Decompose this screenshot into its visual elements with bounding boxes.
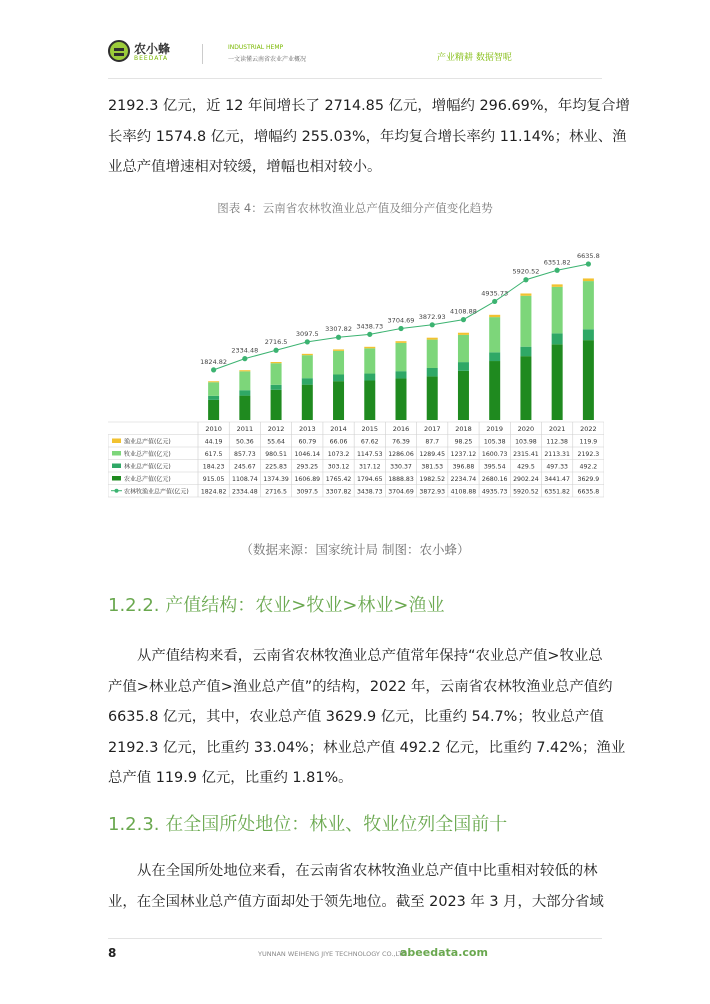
x-tick-label: 2020: [517, 425, 535, 433]
table-cell-value: 105.38: [483, 438, 506, 446]
table-cell-value: 119.9: [579, 438, 598, 446]
table-cell-value: 1147.53: [356, 451, 383, 458]
total-data-label: 3438.73: [356, 322, 384, 331]
bar-segment: [208, 382, 219, 396]
bar-segment: [458, 362, 469, 371]
table-cell-value: 303.12: [327, 463, 350, 471]
beedata-logo: [108, 38, 188, 68]
bar-segment: [396, 341, 407, 343]
bar-segment: [427, 340, 438, 368]
bar-segment: [239, 396, 250, 420]
table-cell-value: 617.5: [204, 451, 223, 458]
text-line: 产值>林业总产值>渔业总产值”的结构，2022 年，云南省农林牧渔业总产值约: [108, 678, 613, 695]
table-cell-value: 44.19: [204, 438, 223, 446]
bar-segment: [239, 371, 250, 390]
bar-segment: [552, 344, 563, 420]
table-cell-value: 915.05: [202, 476, 225, 483]
x-tick-label: 2019: [486, 425, 503, 433]
bar-segment: [489, 352, 500, 361]
text-line: 从在全国所处地位来看，在云南省农林牧渔业总产值中比重相对较低的林: [137, 863, 598, 879]
table-cell-value: 1606.89: [294, 476, 321, 483]
x-tick-label: 2011: [236, 425, 254, 433]
bar-segment: [458, 371, 469, 420]
legend-swatch: [112, 464, 121, 469]
total-point: [586, 261, 591, 266]
table-cell-value: 184.23: [202, 463, 225, 471]
text-line: 业总产值增速相对较缓，增幅也相对较小。: [108, 159, 382, 175]
bar-segment: [208, 396, 219, 400]
bar-segment: [302, 385, 313, 420]
table-cell-value: 5920.52: [513, 488, 539, 496]
bar-segment: [583, 340, 594, 420]
legend-label: 牧业总产值(亿元): [124, 451, 171, 458]
bar-segment: [208, 381, 219, 382]
table-cell-value: 1374.39: [263, 476, 289, 483]
bar-segment: [364, 381, 375, 420]
bar-segment: [302, 354, 313, 355]
table-cell-value: 3629.9: [577, 476, 600, 483]
table-cell-value: 396.88: [452, 463, 475, 471]
bar-segment: [520, 347, 531, 356]
table-cell-value: 4935.73: [481, 488, 508, 496]
total-point: [555, 268, 560, 273]
table-cell-value: 67.62: [360, 438, 379, 446]
total-data-label: 3704.69: [387, 316, 415, 325]
bar-segment: [396, 371, 407, 378]
table-cell-value: 1888.83: [388, 476, 414, 483]
footer-url: abeedata.com: [400, 946, 488, 959]
text-line: 2192.3 亿元，比重约 33.04%；林业总产值 492.2 亿元，比重约 7.42%；渔业: [108, 739, 626, 756]
table-cell-value: 317.12: [358, 463, 381, 471]
x-tick-label: 2013: [299, 425, 316, 433]
x-tick-label: 2021: [548, 425, 566, 433]
table-cell-value: 2113.31: [544, 451, 570, 458]
total-data-label: 2716.5: [264, 338, 288, 347]
bar-segment: [333, 374, 344, 381]
x-tick-label: 2014: [330, 425, 347, 433]
data-source-note: （数据来源：国家统计局 制图：农小蜂）: [240, 542, 470, 557]
x-tick-label: 2016: [392, 425, 410, 433]
bar-segment: [520, 356, 531, 420]
table-cell-value: 87.7: [425, 438, 440, 446]
total-data-label: 2334.48: [231, 346, 259, 355]
total-data-label: 3307.82: [325, 325, 352, 334]
table-cell-value: 1824.82: [200, 488, 227, 496]
table-cell-value: 1600.73: [481, 451, 508, 458]
bar-segment: [302, 378, 313, 384]
bar-segment: [520, 293, 531, 295]
bar-segment: [552, 333, 563, 344]
total-point: [492, 299, 497, 304]
table-cell-value: 98.25: [454, 438, 473, 446]
total-point: [273, 348, 278, 353]
text-line: 总产值 119.9 亿元，比重约 1.81%。: [108, 770, 353, 786]
legend-swatch: [115, 489, 119, 493]
logo-text-cn: 农小蜂: [134, 42, 171, 56]
total-data-label: 3097.5: [295, 329, 319, 338]
bar-segment: [458, 335, 469, 362]
table-cell-value: 330.37: [390, 463, 412, 471]
total-data-label: 6351.82: [543, 258, 571, 267]
total-point: [305, 339, 310, 344]
header-slogan: 产业精耕 数据智呢: [437, 53, 512, 63]
bar-segment: [489, 361, 500, 420]
table-cell-value: 66.06: [329, 438, 348, 446]
bar-segment: [271, 385, 282, 390]
bar-segment: [552, 284, 563, 286]
x-tick-label: 2012: [267, 425, 285, 433]
table-cell-value: 112.38: [546, 438, 568, 446]
table-cell-value: 395.54: [483, 463, 506, 471]
table-cell-value: 60.79: [298, 438, 317, 446]
table-cell-value: 2716.5: [265, 488, 287, 496]
table-cell-value: 3441.47: [544, 476, 570, 483]
header-tag-cn: 一文读懂云南省农业产业概况: [228, 56, 307, 63]
table-cell-value: 497.33: [546, 463, 568, 471]
table-cell-value: 1982.52: [419, 476, 446, 483]
bar-segment: [552, 287, 563, 333]
bee-icon: [108, 40, 130, 62]
table-cell-value: 2315.41: [513, 451, 539, 458]
table-cell-value: 103.98: [515, 438, 537, 446]
bar-segment: [427, 338, 438, 340]
table-cell-value: 3097.5: [296, 488, 319, 496]
table-cell-value: 429.5: [517, 463, 535, 471]
page-number: 8: [108, 946, 117, 960]
bar-segment: [396, 378, 407, 420]
table-cell-value: 857.73: [234, 451, 256, 458]
x-tick-label: 2017: [423, 425, 441, 433]
table-cell-value: 4108.88: [450, 488, 477, 496]
total-data-label: 4935.73: [481, 289, 509, 298]
legend-label: 林业总产值(亿元): [124, 463, 171, 471]
table-cell-value: 1237.12: [450, 451, 477, 458]
table-cell-value: 3704.69: [388, 488, 414, 496]
bar-segment: [333, 349, 344, 350]
table-cell-value: 3872.93: [419, 488, 446, 496]
legend-label: 农业总产值(亿元): [124, 476, 171, 483]
legend-swatch: [112, 476, 121, 481]
bar-segment: [583, 278, 594, 281]
section-heading-structure: 1.2.2. 产值结构：农业>牧业>林业>渔业: [108, 595, 445, 616]
bar-segment: [396, 343, 407, 371]
bar-segment: [427, 368, 438, 376]
bar-segment: [583, 281, 594, 329]
table-cell-value: 1794.65: [356, 476, 383, 483]
header-rule: [108, 78, 602, 79]
legend-swatch: [112, 451, 121, 456]
table-cell-value: 2334.48: [232, 488, 258, 496]
total-data-label: 4108.88: [450, 307, 477, 316]
bar-segment: [364, 347, 375, 348]
table-cell-value: 293.25: [296, 463, 319, 471]
bar-segment: [302, 355, 313, 378]
text-line: 2192.3 亿元，近 12 年间增长了 2714.85 亿元，增幅约 296.69%，年均复合增: [108, 98, 630, 114]
total-point: [523, 277, 528, 282]
text-line: 从产值结构来看，云南省农林牧渔业总产值常年保持“农业总产值>牧业总: [137, 648, 603, 664]
bar-segment: [208, 400, 219, 420]
total-data-label: 6635.8: [577, 252, 600, 261]
bar-segment: [583, 329, 594, 340]
total-data-label: 5920.52: [512, 267, 540, 276]
legend-swatch: [112, 439, 121, 444]
paragraph-structure: [108, 641, 626, 794]
page-header: [0, 0, 710, 78]
bar-segment: [364, 348, 375, 373]
table-cell-value: 381.53: [421, 463, 444, 471]
header-tag-en: INDUSTRIAL HEMP: [228, 44, 284, 51]
footer-rule: [108, 938, 602, 939]
bar-segment: [427, 376, 438, 420]
x-tick-label: 2022: [580, 425, 597, 433]
table-cell-value: 245.67: [234, 463, 256, 471]
total-point: [367, 332, 372, 337]
bar-segment: [364, 374, 375, 381]
table-cell-value: 3307.82: [325, 488, 352, 496]
table-cell-value: 225.83: [265, 463, 287, 471]
bar-segment: [271, 390, 282, 420]
total-data-label: 3872.93: [418, 312, 446, 321]
total-point: [430, 322, 435, 327]
bar-segment: [333, 381, 344, 420]
bar-segment: [333, 351, 344, 375]
table-cell-value: 55.64: [267, 438, 285, 446]
bar-segment: [458, 333, 469, 335]
table-cell-value: 2192.3: [577, 451, 600, 458]
figure-title: 图表 4：云南省农林牧渔业总产值及细分产值变化趋势: [217, 201, 493, 215]
table-cell-value: 50.36: [235, 438, 254, 446]
table-cell-value: 76.39: [392, 438, 410, 446]
table-cell-value: 1765.42: [325, 476, 352, 483]
total-point: [211, 367, 216, 372]
table-cell-value: 492.2: [579, 463, 598, 471]
output-value-chart: [108, 238, 604, 503]
total-point: [398, 326, 403, 331]
table-cell-value: 1046.14: [294, 451, 321, 458]
table-cell-value: 2902.24: [513, 476, 539, 483]
table-cell-value: 2234.74: [450, 476, 477, 483]
bar-segment: [489, 317, 500, 352]
table-cell-value: 6351.82: [544, 488, 570, 496]
table-cell-value: 1289.45: [419, 451, 446, 458]
bar-segment: [239, 390, 250, 395]
header-divider: [202, 44, 203, 64]
paragraph-growth: [108, 91, 630, 183]
bar-segment: [271, 363, 282, 385]
x-tick-label: 2018: [455, 425, 472, 433]
bar-segment: [520, 296, 531, 347]
bar-segment: [239, 370, 250, 371]
table-cell-value: 6635.8: [577, 488, 600, 496]
text-line: 长率约 1574.8 亿元，增幅约 255.03%，年均复合增长率约 11.14%；林业、渔: [108, 128, 627, 145]
logo-text-en: BEEDATA: [134, 55, 169, 62]
total-point: [336, 335, 341, 340]
table-cell-value: 1073.2: [327, 451, 350, 458]
total-data-label: 1824.82: [200, 357, 228, 366]
bar-segment: [271, 362, 282, 363]
legend-label: 农林牧渔业总产值(亿元): [124, 488, 189, 496]
table-cell-value: 3438.73: [356, 488, 383, 496]
table-cell-value: 2680.16: [481, 476, 508, 483]
paragraph-national-rank: [108, 856, 604, 917]
table-cell-value: 1286.06: [388, 451, 414, 458]
x-tick-label: 2015: [361, 425, 379, 433]
bar-segment: [489, 315, 500, 317]
text-line: 6635.8 亿元，其中，农业总产值 3629.9 亿元，比重约 54.7%；牧业总产值: [108, 709, 604, 725]
section-heading-national-rank: 1.2.3. 在全国所处地位：林业、牧业位列全国前十: [108, 814, 508, 835]
x-tick-label: 2010: [205, 425, 222, 433]
table-cell-value: 1108.74: [232, 476, 258, 483]
legend-label: 渔业总产值(亿元): [124, 438, 171, 446]
footer-company: YUNNAN WEIHENG JIYE TECHNOLOGY CO.,LTD.: [258, 950, 410, 958]
total-point: [461, 317, 466, 322]
table-cell-value: 980.51: [265, 451, 287, 458]
text-line: 业，在全国林业总产值方面却处于领先地位。截至 2023 年 3 月，大部分省域: [108, 893, 604, 910]
total-point: [242, 356, 247, 361]
